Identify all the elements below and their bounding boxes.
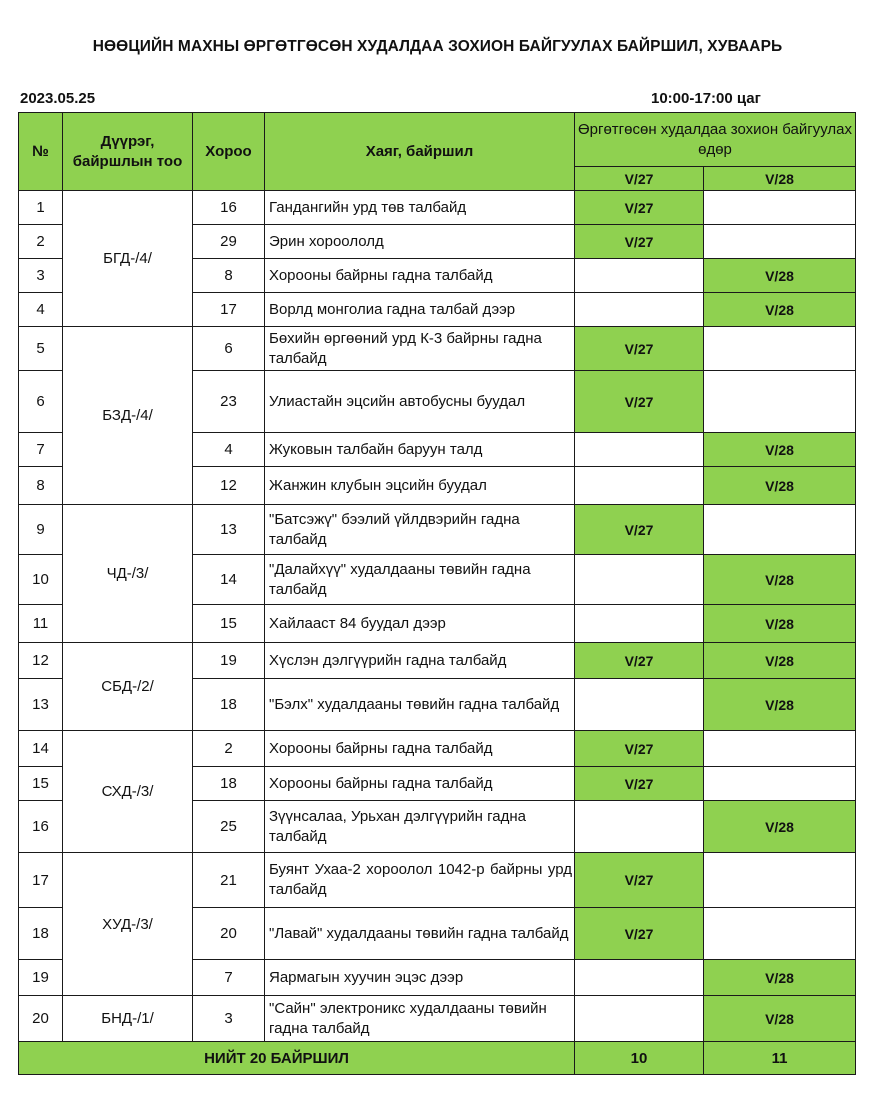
row-number: 12 [19, 643, 63, 679]
row-number: 3 [19, 259, 63, 293]
address-cell: Жуковын талбайн баруун талд [265, 433, 575, 467]
day-27-cell: V/27 [575, 908, 704, 960]
khoroo-cell: 21 [193, 853, 265, 908]
address-cell: Хорооны байрны гадна талбайд [265, 767, 575, 801]
address-cell: Зүүнсалаа, Урьхан дэлгүүрийн гадна талбайд [265, 801, 575, 853]
day-28-cell [704, 767, 856, 801]
row-number: 1 [19, 191, 63, 225]
total-day-27: 10 [575, 1042, 704, 1075]
day-27-cell [575, 467, 704, 505]
row-number: 14 [19, 731, 63, 767]
district-cell: ЧД-/3/ [63, 505, 193, 643]
day-27-cell [575, 960, 704, 996]
table-row [19, 996, 856, 1042]
document-title: НӨӨЦИЙН МАХНЫ ӨРГӨТГӨСӨН ХУДАЛДАА ЗОХИОН БАЙГУУЛАХ БАЙРШИЛ, ХУВААРЬ [92, 38, 783, 55]
table-row [19, 643, 856, 679]
khoroo-cell: 25 [193, 801, 265, 853]
table-body [19, 191, 856, 1042]
day-28-cell [704, 191, 856, 225]
row-number: 15 [19, 767, 63, 801]
district-cell: БГД-/4/ [63, 191, 193, 327]
row-number: 18 [19, 908, 63, 960]
day-28-cell: V/28 [704, 555, 856, 605]
address-cell: "Далайхүү" худалдааны төвийн гадна талбайд [265, 555, 575, 605]
day-27-cell: V/27 [575, 731, 704, 767]
khoroo-cell: 3 [193, 996, 265, 1042]
khoroo-cell: 18 [193, 767, 265, 801]
row-number: 10 [19, 555, 63, 605]
khoroo-cell: 15 [193, 605, 265, 643]
header-number: № [19, 113, 63, 191]
day-27-cell [575, 996, 704, 1042]
day-27-cell: V/27 [575, 643, 704, 679]
table-row [19, 731, 856, 767]
day-28-cell: V/28 [704, 293, 856, 327]
khoroo-cell: 2 [193, 731, 265, 767]
khoroo-cell: 19 [193, 643, 265, 679]
day-28-cell: V/28 [704, 259, 856, 293]
address-cell: Яармагын хуучин эцэс дээр [265, 960, 575, 996]
header-day-27: V/27 [575, 167, 704, 191]
table-row [19, 505, 856, 555]
day-27-cell: V/27 [575, 327, 704, 371]
khoroo-cell: 13 [193, 505, 265, 555]
day-27-cell [575, 555, 704, 605]
schedule-table [18, 112, 856, 1075]
address-cell: "Батсэжү" бээлий үйлдвэрийн гадна талбайд [265, 505, 575, 555]
header-trade-days: Өргөтгөсөн худалдаа зохион байгуулах өдөр [575, 113, 856, 167]
row-number: 5 [19, 327, 63, 371]
address-cell: Эрин хороололд [265, 225, 575, 259]
row-number: 8 [19, 467, 63, 505]
day-27-cell [575, 293, 704, 327]
district-cell: СБД-/2/ [63, 643, 193, 731]
header-khoroo: Хороо [193, 113, 265, 191]
schedule-date: 2023.05.25 [20, 90, 96, 107]
schedule-hours: 10:00-17:00 цаг [651, 90, 761, 107]
day-28-cell [704, 908, 856, 960]
row-number: 17 [19, 853, 63, 908]
header-day-28: V/28 [704, 167, 856, 191]
day-28-cell: V/28 [704, 467, 856, 505]
header-district: Дүүрэг, байршлын тоо [63, 113, 193, 191]
khoroo-cell: 7 [193, 960, 265, 996]
district-cell: ХУД-/3/ [63, 853, 193, 996]
row-number: 16 [19, 801, 63, 853]
row-number: 11 [19, 605, 63, 643]
khoroo-cell: 12 [193, 467, 265, 505]
row-number: 19 [19, 960, 63, 996]
address-cell: Улиастайн эцсийн автобусны буудал [265, 371, 575, 433]
day-28-cell [704, 731, 856, 767]
khoroo-cell: 17 [193, 293, 265, 327]
day-28-cell: V/28 [704, 801, 856, 853]
day-27-cell: V/27 [575, 767, 704, 801]
address-cell: "Бэлх" худалдааны төвийн гадна талбайд [265, 679, 575, 731]
address-cell: Жанжин клубын эцсийн буудал [265, 467, 575, 505]
day-28-cell [704, 225, 856, 259]
row-number: 4 [19, 293, 63, 327]
day-27-cell: V/27 [575, 505, 704, 555]
day-27-cell: V/27 [575, 191, 704, 225]
day-28-cell [704, 371, 856, 433]
row-number: 7 [19, 433, 63, 467]
day-28-cell: V/28 [704, 433, 856, 467]
total-day-28: 11 [704, 1042, 856, 1075]
table-row [19, 327, 856, 371]
total-label: НИЙТ 20 БАЙРШИЛ [204, 1049, 349, 1067]
day-27-cell [575, 433, 704, 467]
day-27-cell: V/27 [575, 225, 704, 259]
address-cell: "Лавай" худалдааны төвийн гадна талбайд [265, 908, 575, 960]
day-28-cell: V/28 [704, 643, 856, 679]
address-cell: Гандангийн урд төв талбайд [265, 191, 575, 225]
day-27-cell: V/27 [575, 853, 704, 908]
total-row [19, 1042, 856, 1075]
address-cell: Ворлд монголиа гадна талбай дээр [265, 293, 575, 327]
day-28-cell [704, 853, 856, 908]
day-28-cell: V/28 [704, 679, 856, 731]
day-27-cell [575, 605, 704, 643]
day-28-cell: V/28 [704, 960, 856, 996]
row-number: 9 [19, 505, 63, 555]
row-number: 2 [19, 225, 63, 259]
day-27-cell: V/27 [575, 371, 704, 433]
khoroo-cell: 6 [193, 327, 265, 371]
row-number: 13 [19, 679, 63, 731]
address-cell: Буянт Ухаа-2 хороолол 1042-р байрны урд талбайд [265, 853, 575, 908]
district-cell: БНД-/1/ [63, 996, 193, 1042]
khoroo-cell: 18 [193, 679, 265, 731]
day-28-cell: V/28 [704, 605, 856, 643]
day-28-cell: V/28 [704, 996, 856, 1042]
table-row [19, 853, 856, 908]
day-28-cell [704, 327, 856, 371]
table-row [19, 191, 856, 225]
day-27-cell [575, 259, 704, 293]
address-cell: Хорооны байрны гадна талбайд [265, 731, 575, 767]
address-cell: Хүслэн дэлгүүрийн гадна талбайд [265, 643, 575, 679]
header-address: Хаяг, байршил [265, 113, 575, 191]
row-number: 20 [19, 996, 63, 1042]
address-cell: "Сайн" электроникс худалдааны төвийн гадна талбайд [265, 996, 575, 1042]
khoroo-cell: 16 [193, 191, 265, 225]
khoroo-cell: 23 [193, 371, 265, 433]
district-cell: БЗД-/4/ [63, 327, 193, 505]
row-number: 6 [19, 371, 63, 433]
day-27-cell [575, 801, 704, 853]
address-cell: Хорооны байрны гадна талбайд [265, 259, 575, 293]
table-header [19, 113, 856, 191]
address-cell: Хайлааст 84 буудал дээр [265, 605, 575, 643]
address-cell: Бөхийн өргөөний урд К-3 байрны гадна талбайд [265, 327, 575, 371]
khoroo-cell: 29 [193, 225, 265, 259]
khoroo-cell: 4 [193, 433, 265, 467]
day-27-cell [575, 679, 704, 731]
khoroo-cell: 14 [193, 555, 265, 605]
day-28-cell [704, 505, 856, 555]
district-cell: СХД-/3/ [63, 731, 193, 853]
khoroo-cell: 20 [193, 908, 265, 960]
khoroo-cell: 8 [193, 259, 265, 293]
